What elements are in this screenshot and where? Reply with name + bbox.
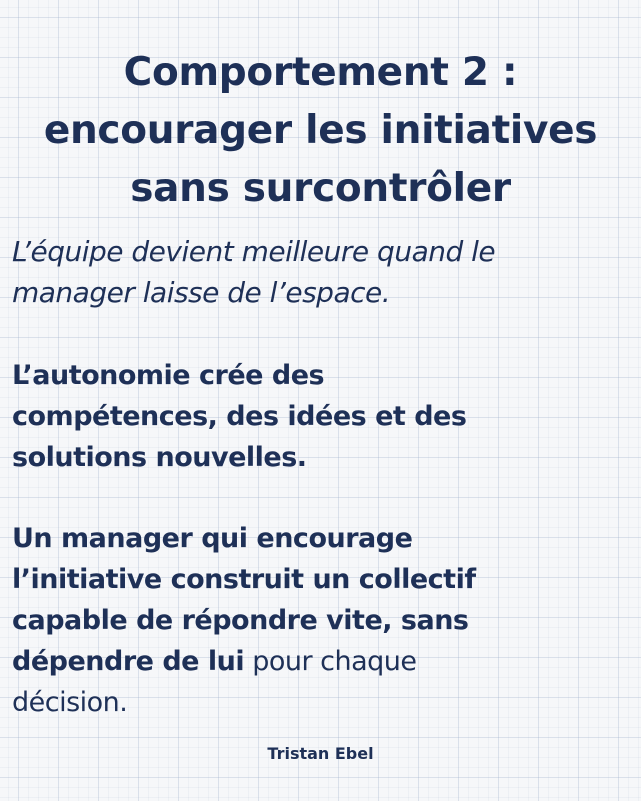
- post-title: [12, 44, 629, 218]
- lead-line: L’équipe devient meilleure quand le: [12, 235, 496, 268]
- manager-paragraph: [12, 518, 632, 723]
- paragraph-line: décision.: [12, 687, 128, 718]
- paragraph-line: compétences, des idées et des: [12, 401, 467, 432]
- paragraph-line: L’autonomie crée des: [12, 360, 325, 391]
- paragraph-line: capable de répondre vite, sans: [12, 605, 469, 636]
- plain-text: pour chaque: [244, 646, 417, 677]
- author-signature: Tristan Ebel: [267, 744, 374, 763]
- paragraph-line: [12, 641, 632, 682]
- autonomy-paragraph: [12, 355, 632, 478]
- paragraph-line: l’initiative construit un collectif: [12, 564, 476, 595]
- paragraph-line: solutions nouvelles.: [12, 442, 307, 473]
- title-line: Comportement 2 :: [123, 50, 518, 95]
- title-line: encourager les initiatives: [43, 108, 598, 153]
- paragraph-line: Un manager qui encourage: [12, 523, 413, 554]
- lead-line: manager laisse de l’espace.: [12, 276, 391, 309]
- title-line: sans surcontrôler: [130, 166, 511, 211]
- emphasis-text: dépendre de lui: [12, 646, 245, 677]
- lead-text: [12, 231, 632, 313]
